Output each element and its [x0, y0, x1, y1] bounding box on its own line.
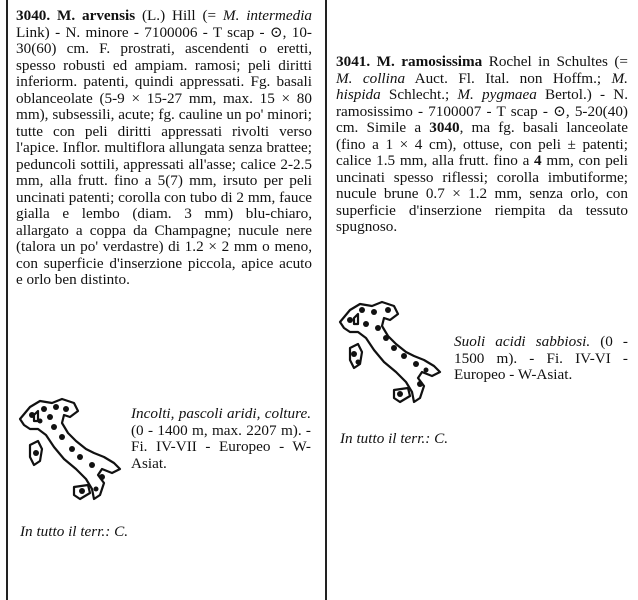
species-name: M. ramosissima: [376, 53, 483, 70]
habitat-3041: Suoli acidi sabbiosi. (0 - 1500 m). - Fi. IV-VI - Europeo - W-Asiat.: [454, 333, 628, 383]
distribution-3040: In tutto il terr.: C.: [20, 523, 129, 540]
entry-3040-description: 3040. M. arvensis (L.) Hill (= M. intermedia Link) - N. minore - 7100006 - T scap - ⊙, 10-30(60) cm. F. prostrati, ascendenti o eretti, spesso robusti ed ampiam. ramosi; peli diritti inferiorm. patenti, quindi appressati. Fg. basali oblanceolate (5-9 × 15-27 mm, max. 15 × 80 mm), subsessili, acute; fg. cauline un po' minori; tutte con peli diritti appressati rivolti verso l'apice. Inflor. multiflora allungata senza brattee; peduncoli sottili, appressati all'asse; calice 2-2.5 mm, alla frutt. fino a 5(7) mm, irsuto per peli uncinati patenti; corolla con tubo di 2 mm, fauce gialla e lembo (diam. 3 mm) blu-chiaro, allargato a coppa da Champagne; nucule nere (talora un po' verdastre) di 1.2 × 2 mm o meno, con superficie d'inserzione piccola, apice acuto e orlo ben distinto.: [16, 7, 313, 288]
synonym: M. hispida: [336, 69, 628, 103]
entry-3041: [336, 54, 628, 236]
entry-3040: [16, 8, 312, 289]
habitat-text: Suoli acidi sabbiosi.: [454, 333, 591, 350]
biennial-symbol: ⊙: [553, 102, 566, 120]
cross-reference: 3040: [429, 119, 460, 136]
italy-distribution-map-3041: [336, 298, 448, 408]
synonym: M. intermedia: [222, 7, 313, 24]
habitat-3040: Incolti, pascoli aridi, colture. (0 - 1400 m, max. 2207 m). - Fi. IV-VII - Europeo - W-Asiat.: [131, 405, 311, 472]
species-number: 3041.: [336, 53, 371, 70]
habitat-text: Incolti, pascoli aridi, colture.: [131, 405, 311, 422]
biennial-symbol: ⊙: [269, 23, 283, 41]
left-border: [6, 0, 8, 600]
italy-distribution-map-3040: [16, 395, 128, 505]
species-name: M. arvensis: [57, 7, 136, 24]
species-number: 3040.: [16, 7, 51, 24]
synonym: M. pygmaea: [457, 86, 537, 103]
synonym: M. collina: [336, 69, 406, 87]
distribution-3041: In tutto il terr.: C.: [340, 430, 449, 447]
entry-3041-description: 3041. M. ramosissima Rochel in Schultes (= M. collina Auct. Fl. Ital. non Hoffm.; M. hispida Schlecht.; M. pygmaea Bertol.) - N. ramosissimo - 7100007 - T scap - ⊙, 5-20(40) cm. Simile a 3040, ma fg. basali lanceolate (fino a 1 × 4 cm), ottuse, con peli ± patenti; calice 1.5 mm, alla frutt. fino a 4 mm, con peli uncinati spesso riflessi; corolla imbutiforme; nucule brune 0.7 × 1.2 mm, senza orlo, con superficie d'inserzione riempita da tessuto spugnoso.: [336, 53, 628, 235]
column-divider: [325, 0, 327, 600]
